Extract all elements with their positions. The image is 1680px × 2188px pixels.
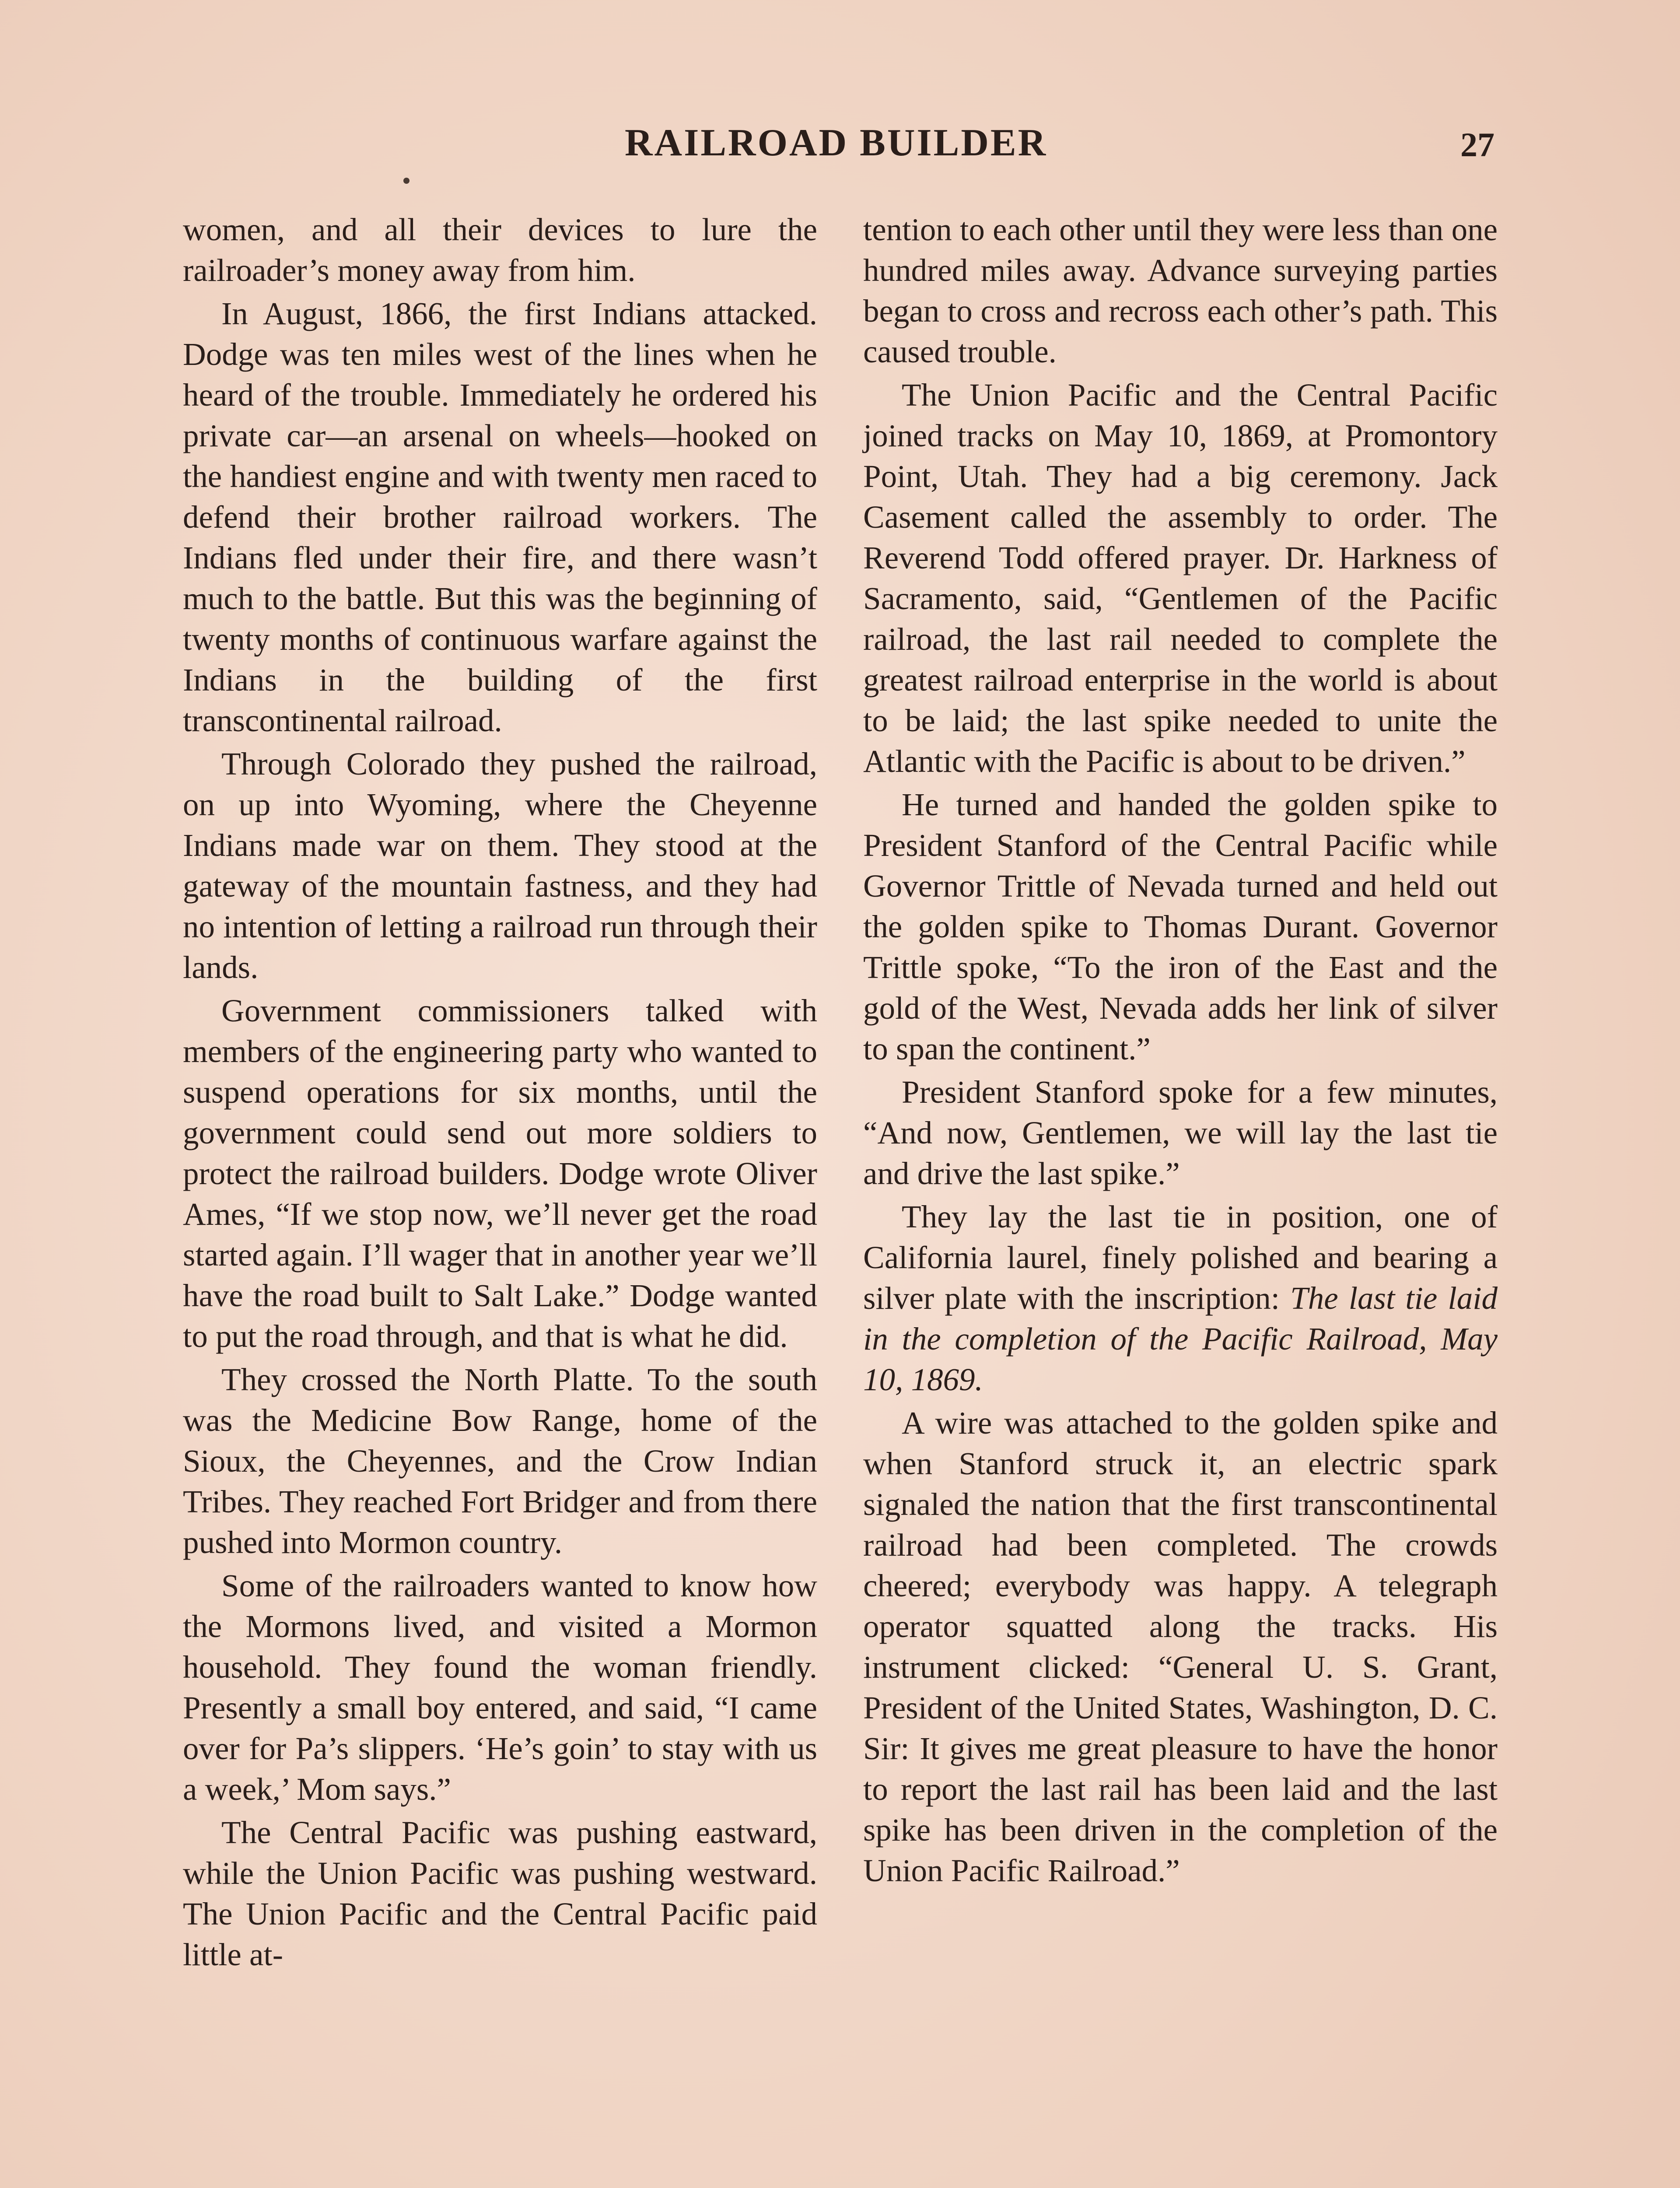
paragraph: A wire was attached to the golden spike and when Stanford struck it, an electric spark signaled the nation that the first transcontinental railroad had been completed. The crowds cheered; everybody was happy. A telegraph operator squatted along the tracks. His instrument clicked: “General U. S. Grant, President of the United States, Washington, D. C. Sir: It gives me great pleasure to have the honor to report the last rail has been laid and the last spike has been driven in the completion of the Union Pacific Railroad.” [863,1405,1498,1888]
paragraph: Some of the railroaders wanted to know how the Mormons lived, and visited a Mormon household. They found the woman friendly. Presently a small boy entered, and said, “I came over for Pa’s slippers. ‘He’s goin’ to stay with us a week,’ Mom says.” [183,1568,817,1807]
paragraph: tention to each other until they were less than one hundred miles away. Advance surveying parties began to cross and recross each other’s path. This caused trouble. [863,212,1498,369]
paragraph: The Union Pacific and the Central Pacific joined tracks on May 10, 1869, at Promontory Point, Utah. They had a big ceremony. Jack Casement called the assembly to order. The Reverend Todd offered prayer. Dr. Harkness of Sacramento, said, “Gentlemen of the Pacific railroad, the last rail needed to complete the greatest railroad enterprise in the world is about to be laid; the last spike needed to unite the Atlantic with the Pacific is about to be driven.” [863,377,1498,779]
page-number: 27 [1460,126,1494,164]
paragraph: He turned and handed the golden spike to President Stanford of the Central Pacific while Governor Trittle of Nevada turned and held out the golden spike to Thomas Durant. Governor Trittle spoke, “To the iron of the East and the gold of the West, Nevada adds her link of silver to span the continent.” [863,787,1498,1066]
left-column [183,209,817,1975]
print-speck [403,178,410,184]
paragraph: women, and all their devices to lure the railroader’s money away from him. [183,212,817,288]
paragraph: They crossed the North Platte. To the south was the Medicine Bow Range, home of the Sioux, the Cheyennes, and the Crow Indian Tribes. They reached Fort Bridger and from there pushed into Mormon country. [183,1362,817,1560]
paragraph [863,1196,1498,1400]
paragraph: In August, 1866, the first Indians attacked. Dodge was ten miles west of the lines when he heard of the trouble. Immediately he ordered his private car—an arsenal on wheels—hooked on the handiest engine and with twenty men raced to defend their brother railroad workers. The Indians fled under their fire, and there wasn’t much to the battle. But this was the beginning of twenty months of continuous warfare against the Indians in the building of the first transcontinental railroad. [183,296,817,738]
inscription-text: The last tie laid in the completion of the Pacific Railroad, May 10, 1869. [863,1280,1498,1397]
paragraph: Government commissioners talked with members of the engineering party who wanted to suspend operations for six months, until the government could send out more soldiers to protect the railroad builders. Dodge wrote Oliver Ames, “If we stop now, we’ll never get the road started again. I’ll wager that in another year we’ll have the road built to Salt Lake.” Dodge wanted to put the road through, and that is what he did. [183,993,817,1354]
right-column [863,209,1498,1891]
paragraph: Through Colorado they pushed the railroad, on up into Wyoming, where the Cheyenne Indians made war on them. They stood at the gateway of the mountain fastness, and they had no intention of letting a railroad run through their lands. [183,746,817,985]
paragraph: President Stanford spoke for a few minutes, “And now, Gentlemen, we will lay the last tie and drive the last spike.” [863,1074,1498,1191]
tie-text: They lay the last tie in position, one of California laurel, finely polished and bearing a silver plate with the inscription: [863,1199,1498,1316]
page-header [0,121,1680,173]
paragraph: The Central Pacific was pushing eastward, while the Union Pacific was pushing westward. The Union Pacific and the Central Pacific paid little at- [183,1815,817,1972]
running-title: RAILROAD BUILDER [625,122,1048,164]
